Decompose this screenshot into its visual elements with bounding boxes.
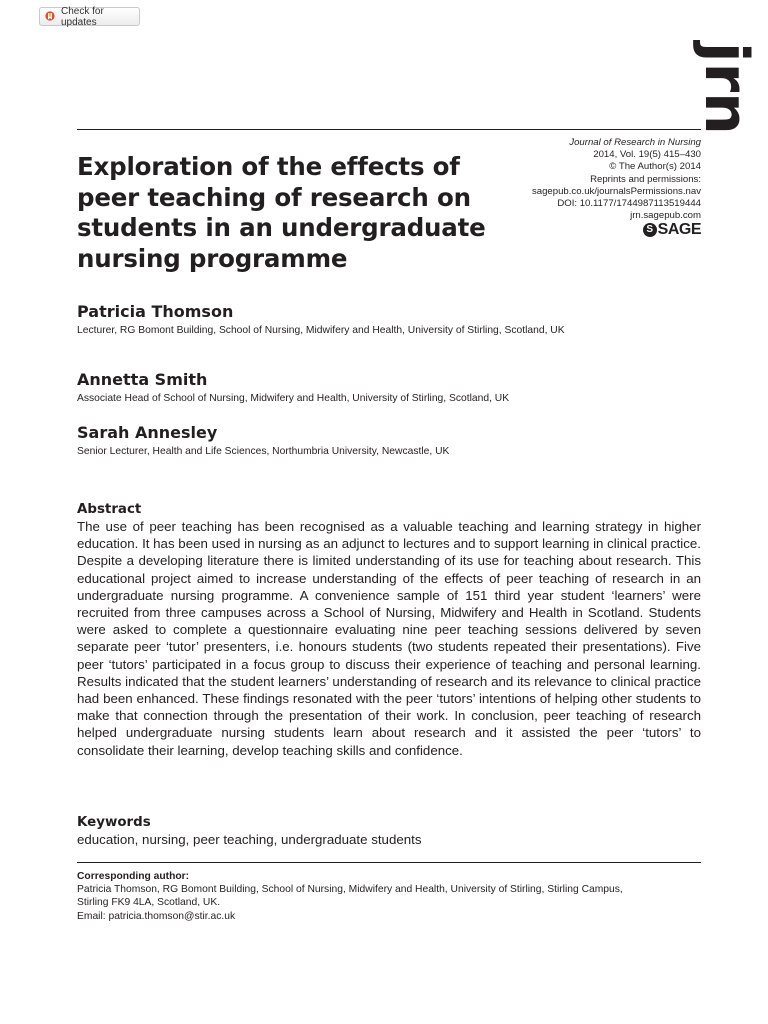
journal-logo-text: jrn (691, 42, 761, 135)
journal-volume: 2014, Vol. 19(5) 415–430 (593, 149, 701, 161)
journal-reprints: Reprints and permissions: (590, 173, 701, 185)
author-block (77, 302, 677, 338)
abstract-heading: Abstract (77, 502, 142, 517)
journal-info (481, 137, 701, 237)
keywords-heading: Keywords (77, 815, 151, 830)
check-for-updates-button[interactable] (39, 7, 140, 26)
abstract-text: The use of peer teaching has been recognised as a valuable teaching and learning strategy in higher education. It has been used in nursing as an adjunct to lectures and to support learning in clinical practice. Despite a developing literature there is limited understanding of its use for teaching about research. This educational project aimed to increase understanding of the effects of peer teaching of research in an undergraduate nursing programme. A convenience sample of 151 third year student ‘learners’ were recruited from three campuses across a School of Nursing, Midwifery and Health in Scotland. Students were asked to complete a questionnaire evaluating nine peer teaching sessions delivered by seven separate peer ‘tutor’ presenters, i.e. honours students (two students repeated their presentations). Five peer ‘tutors’ participated in a focus group to discuss their experience of teaching and personal learning. Results indicated that the student learners’ understanding of research and its relevance to clinical practice had been enhanced. These findings resonated with the peer ‘tutors’ intentions of helping other students to make that connection through the presentation of their work. In conclusion, peer teaching of research helped undergraduate nursing students learn about research and it assisted the peer ‘tutors’ to consolidate their learning, develop teaching skills and confidence. (77, 519, 701, 758)
author-name: Annetta Smith (77, 370, 208, 389)
author-block (77, 423, 677, 459)
corresponding-address-line: Patricia Thomson, RG Bomont Building, School of Nursing, Midwifery and Health, University of Stirling, Stirling Campus, (77, 884, 623, 896)
bookmark-icon (45, 11, 55, 23)
article-title: Exploration of the effects of peer teaching of research on students in an undergraduate nursing programme (77, 152, 486, 273)
author-affiliation: Senior Lecturer, Health and Life Sciences, Northumbria University, Newcastle, UK (77, 446, 450, 457)
author-affiliation: Associate Head of School of Nursing, Midwifery and Health, University of Stirling, Scotland, UK (77, 393, 510, 404)
author-name: Patricia Thomson (77, 302, 234, 321)
abstract-section (77, 502, 701, 759)
publisher-name: SAGE (657, 221, 701, 239)
header-rule (77, 129, 701, 130)
corresponding-heading: Corresponding author: (77, 871, 190, 882)
footnote-rule (77, 862, 701, 863)
author-block (77, 370, 677, 406)
author-affiliation: Lecturer, RG Bomont Building, School of Nursing, Midwifery and Health, University of Stirling, Scotland, UK (77, 325, 565, 336)
author-name: Sarah Annesley (77, 423, 218, 442)
check-for-updates-label: Check for updates (61, 5, 104, 28)
keywords-section (77, 815, 701, 848)
publisher-logo (643, 223, 701, 237)
corresponding-address-line: Stirling FK9 4LA, Scotland, UK. (77, 897, 221, 909)
sage-icon: S (643, 223, 657, 237)
corresponding-author (77, 870, 701, 923)
corresponding-email[interactable]: Email: patricia.thomson@stir.ac.uk (77, 910, 236, 922)
journal-copyright: © The Author(s) 2014 (609, 161, 701, 173)
journal-name: Journal of Research in Nursing (569, 137, 701, 148)
permissions-link[interactable]: sagepub.co.uk/journalsPermissions.nav (531, 185, 701, 197)
journal-site-link[interactable]: jrn.sagepub.com (630, 210, 701, 222)
journal-doi[interactable]: DOI: 10.1177/1744987113519444 (557, 198, 701, 210)
keywords-text: education, nursing, peer teaching, undergraduate students (77, 832, 422, 847)
journal-logo (646, 42, 761, 135)
